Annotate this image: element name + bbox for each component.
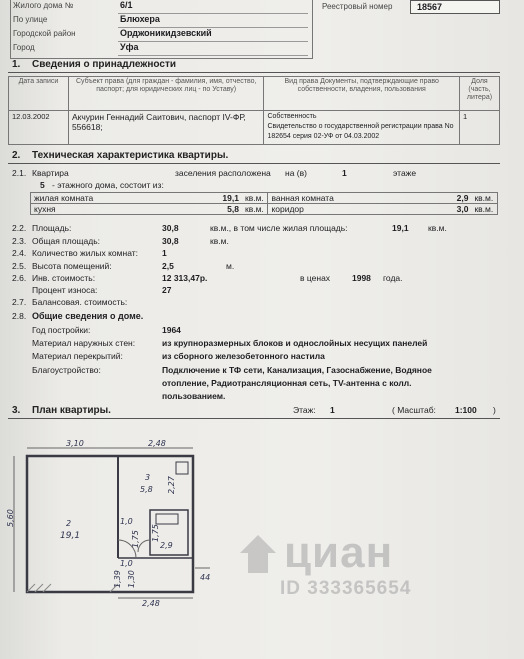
ownership-table — [8, 76, 500, 145]
room-unit: кв.м. — [242, 204, 268, 215]
walls-label: Материал наружных стен: — [32, 338, 136, 348]
item-2-1-label: Квартира — [32, 168, 69, 178]
ceiling-material-label: Материал перекрытий: — [32, 351, 123, 361]
rooms-count-value: 1 — [162, 248, 167, 258]
rooms-table — [30, 192, 498, 215]
dim-top-left: 3,10 — [66, 440, 84, 448]
item-2-7-number: 2.7. — [12, 297, 27, 307]
plan-floor-value: 1 — [330, 405, 335, 415]
room-area: 19,1 — [210, 193, 242, 204]
walls-value: из крупноразмерных блоков и однослойных несущих панелей — [162, 338, 428, 348]
amenities-line2: отопление, Радиотрансляционная сеть, TV-антенна с колл. — [162, 378, 412, 388]
amenities-line3: пользованием. — [162, 391, 226, 401]
plan-scale-close: ) — [493, 405, 496, 415]
ceiling-height-label: Высота помещений: — [32, 261, 112, 271]
item-2-1-number: 2.1. — [12, 168, 27, 178]
price-level-year: 1998 — [352, 273, 371, 283]
header-row-street — [10, 14, 312, 28]
street-value: Блюхера — [120, 14, 160, 24]
house-info-title: Общие сведения о доме. — [32, 311, 144, 321]
dim-d6: 2,48 — [142, 599, 160, 608]
plan-scale-value: 1:100 — [455, 405, 477, 415]
room-name: ванная комната — [268, 193, 448, 204]
owner-date: 12.03.2002 — [9, 111, 69, 145]
street-label: По улице — [13, 15, 48, 24]
item-2-3-number: 2.3. — [12, 236, 27, 246]
item-2-1-text: заселения расположена — [175, 168, 271, 178]
room-unit: кв.м. — [242, 193, 268, 204]
section3-number: 3. — [12, 405, 21, 416]
area-label: Площадь: — [32, 223, 72, 233]
room-area: 2,9 — [447, 193, 471, 204]
balance-cost-label: Балансовая. стоимость: — [32, 297, 128, 307]
cian-logo-icon — [238, 533, 278, 577]
total-area-value: 30,8 — [162, 236, 179, 246]
floor-word: этаже — [393, 168, 417, 178]
ceiling-material-value: из сборного железобетонного настила — [162, 351, 325, 361]
owner-share: 1 — [460, 111, 500, 145]
section3-title: План квартиры. — [32, 405, 111, 416]
col-date-header: Дата записи — [9, 77, 69, 111]
item-2-6-number: 2.6. — [12, 273, 27, 283]
district-label: Городской район — [13, 29, 76, 38]
room-row — [31, 193, 498, 204]
registry-label: Реестровый номер — [322, 2, 393, 11]
item-2-5-number: 2.5. — [12, 261, 27, 271]
room-unit: кв.м. — [471, 193, 497, 204]
watermark-id: ID 333365654 — [280, 578, 412, 599]
section2-number: 2. — [12, 150, 21, 161]
room-unit: кв.м. — [471, 204, 497, 215]
owner-right-kind: Собственность — [267, 113, 317, 120]
room-name: жилая комната — [31, 193, 211, 204]
header-row-district — [10, 28, 312, 42]
room3-number: 3 — [145, 473, 151, 482]
owner-document: Свидетельство о государственной регистрации права No 182654 серия 02-УФ от 04.03.2002 — [267, 123, 454, 140]
item-2-2-number: 2.2. — [12, 223, 27, 233]
dim-d5: 1,0 — [120, 559, 133, 568]
build-year-value: 1964 — [162, 325, 181, 335]
room-name: кухня — [31, 204, 211, 215]
registry-box — [410, 0, 500, 14]
apartment-floor: 1 — [342, 168, 347, 178]
city-label: Город — [13, 43, 35, 52]
area-unit: кв.м., в том числе жилая площадь: — [210, 223, 348, 233]
item-2-4-number: 2.4. — [12, 248, 27, 258]
section1-title: Сведения о принадлежности — [32, 59, 177, 70]
registry-value: 18567 — [417, 2, 443, 12]
ceiling-height-value: 2,5 — [162, 261, 174, 271]
room2-area: 19,1 — [60, 531, 81, 541]
room3-area: 5,8 — [140, 485, 153, 494]
amenities-line1: Подключение к ТФ сети, Канализация, Газоснабжение, Водяное — [162, 365, 432, 375]
area-value: 30,8 — [162, 223, 179, 233]
header-row-house — [10, 0, 312, 14]
plan-scale-label: ( Масштаб: — [392, 405, 436, 415]
dim-d1: 1,0 — [120, 517, 133, 526]
room2-number: 2 — [66, 519, 72, 528]
col-subject-header: Субъект права (для граждан - фамилия, имя, отчество, паспорт; для юридических лиц - по Уставу) — [68, 77, 264, 111]
total-area-label: Общая площадь: — [32, 236, 101, 246]
price-level-year-unit: года. — [383, 273, 403, 283]
dim-d9: 44 — [200, 573, 211, 582]
house-number-label: Жилого дома № — [13, 1, 74, 10]
district-value: Орджоникидзевский — [120, 28, 212, 38]
ceiling-height-unit: м. — [226, 261, 235, 271]
room-area: 5,8 — [210, 204, 242, 215]
dim-d7: 1,39 — [113, 570, 122, 588]
dim-left-height: 5,60 — [6, 509, 15, 527]
item-2-1-on: на (в) — [285, 168, 307, 178]
col-right-header: Вид права Документы, подтверждающие право собственности, владения, пользования — [264, 77, 460, 111]
inventory-cost-value: 12 313,47р. — [162, 273, 208, 283]
build-year-label: Год постройки: — [32, 325, 91, 335]
watermark-brand: циан — [284, 528, 394, 577]
living-area-value: 19,1 — [392, 223, 409, 233]
building-floors-text: - этажного дома, состоит из: — [52, 180, 164, 190]
section2-title: Техническая характеристика квартиры. — [32, 150, 229, 161]
owner-subject: Акчурин Геннадий Саитович, паспорт IV-ФР, 556618; — [68, 111, 264, 145]
house-number-value: 6/1 — [120, 0, 133, 10]
city-value: Уфа — [120, 42, 139, 52]
dim-d2: 1,75 — [131, 530, 140, 548]
room-row — [31, 204, 498, 215]
plan-floor-label: Этаж: — [293, 405, 316, 415]
wear-label: Процент износа: — [32, 285, 98, 295]
total-area-unit: кв.м. — [210, 236, 229, 246]
owner-right — [264, 111, 460, 145]
living-area-unit: кв.м. — [428, 223, 447, 233]
amenities-label: Благоустройство: — [32, 365, 101, 375]
price-level-label: в ценах — [300, 273, 331, 283]
header-row-city — [10, 42, 312, 56]
room-name: коридор — [268, 204, 448, 215]
room-area: 3,0 — [447, 204, 471, 215]
rooms-count-label: Количество жилых комнат: — [32, 248, 138, 258]
dim-d3: 2,27 — [167, 476, 176, 494]
dim-top-right: 2,48 — [148, 440, 166, 448]
wear-value: 27 — [162, 285, 172, 295]
floor-plan-drawing — [0, 440, 220, 610]
dim-d8: 1,30 — [127, 570, 136, 588]
room-small-area: 2,9 — [160, 541, 173, 550]
col-share-header: Доля (часть, литера) — [460, 77, 500, 111]
inventory-cost-label: Инв. стоимость: — [32, 273, 96, 283]
building-floors: 5 — [40, 180, 45, 190]
dim-d4: 1,75 — [151, 524, 160, 542]
section1-number: 1. — [12, 59, 21, 70]
item-2-8-number: 2.8. — [12, 311, 27, 321]
